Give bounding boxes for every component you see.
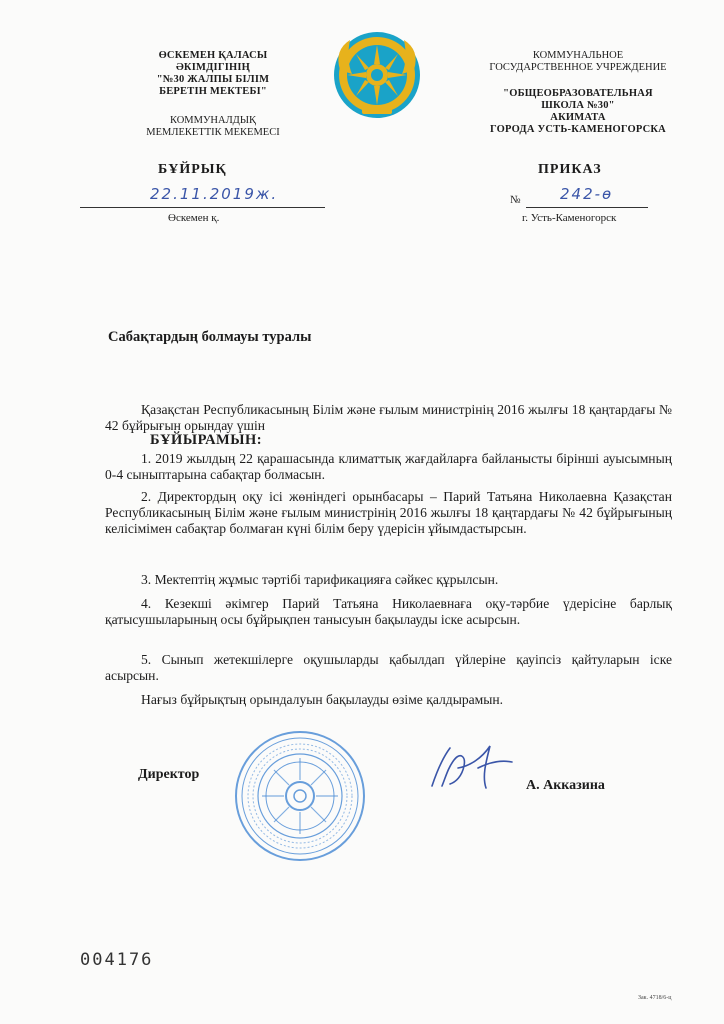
header-right-type bbox=[463, 50, 693, 74]
header-left-line4: БЕРЕТІН МЕКТЕБІ" bbox=[159, 86, 267, 97]
preamble: Қазақстан Республикасының Білім және ғылым министрінің 2016 жылғы 18 қаңтардағы № 42 бұйрығын орындау үшін bbox=[105, 402, 672, 433]
signature-scribble-icon bbox=[420, 738, 520, 798]
state-emblem bbox=[332, 30, 422, 120]
header-right-line1: КОММУНАЛЬНОЕ bbox=[532, 50, 624, 61]
header-left-line1: ӨСКЕМЕН ҚАЛАСЫ bbox=[158, 50, 268, 61]
header-left-line5: КОММУНАЛДЫҚ bbox=[169, 115, 257, 126]
order-title-ru: ПРИКАЗ bbox=[538, 162, 602, 177]
header-right-line5: АКИМАТА bbox=[550, 112, 606, 123]
order-item-2: 2. Директордың оқу ісі жөніндегі орынбасары – Парий Татьяна Николаевна Қазақстан Республикасының Білім және ғылым министрінің 2016 жылғы 18 қаңтардағы № 42 бұйрығының келісімімен сабақтар болмаған күні білім беру үдерісін ұйымдастырсын. bbox=[105, 489, 672, 536]
header-left-line6: МЕМЛЕКЕТТІК МЕКЕМЕСІ bbox=[146, 127, 280, 138]
order-date: 22.11.2019ж. bbox=[150, 185, 279, 203]
city-kz: Өскемен қ. bbox=[168, 212, 220, 224]
header-right-line4: ШКОЛА №30" bbox=[541, 100, 615, 111]
footer-note: Зак. 4718/6-ц bbox=[638, 995, 672, 1001]
emblem-icon bbox=[332, 30, 422, 120]
handwritten-signature bbox=[420, 738, 520, 798]
order-subject: Сабақтардың болмауы туралы bbox=[108, 329, 312, 345]
serial-number: 004176 bbox=[80, 950, 154, 970]
header-right-line6: ГОРОДА УСТЬ-КАМЕНОГОРСКА bbox=[490, 124, 666, 135]
date-line bbox=[80, 207, 325, 208]
official-stamp bbox=[232, 728, 368, 864]
order-item-5: 5. Сынып жетекшілерге оқушыларды қабылдап үйлеріне қауіпсіз қайтуларын іске асырсын. bbox=[105, 652, 672, 683]
order-number: 242-ө bbox=[560, 185, 614, 203]
order-number-prefix: № bbox=[510, 194, 521, 206]
header-right-line3: "ОБЩЕОБРАЗОВАТЕЛЬНАЯ bbox=[503, 88, 653, 99]
order-item-1: 1. 2019 жылдың 22 қарашасында климаттық жағдайларға байланысты бірінші ауысымның 0-4 сыныптарына сабақтар болмасын. bbox=[105, 451, 672, 482]
header-left-line2: ӘКІМДІГІНІҢ bbox=[175, 62, 251, 73]
signatory-name: А. Акказина bbox=[526, 778, 605, 793]
command-word: БҰЙЫРАМЫН: bbox=[150, 432, 263, 448]
stamp-seal-icon bbox=[232, 728, 368, 864]
header-right-org bbox=[463, 88, 693, 136]
order-item-4: 4. Кезекші әкімгер Парий Татьяна Николаевнаға оқу-тәрбие үдерісіне барлық қатысушыларының осы бұйрықпен танысуын бақылауды іске асырсын. bbox=[105, 596, 672, 627]
header-left-org bbox=[118, 50, 308, 98]
closing-text: Нағыз бұйрықтың орындалуын бақылауды өзіме қалдырамын. bbox=[141, 692, 504, 707]
header-right-line2: ГОСУДАРСТВЕННОЕ УЧРЕЖДЕНИЕ bbox=[489, 62, 667, 73]
header-left-type bbox=[108, 115, 318, 139]
city-ru: г. Усть-Каменогорск bbox=[522, 212, 617, 224]
order-item-3: 3. Мектептің жұмыс тәртібі тарификацияға сәйкес құрылсын. bbox=[141, 572, 499, 587]
signatory-position: Директор bbox=[138, 767, 200, 782]
order-title-kz: БҰЙРЫҚ bbox=[158, 162, 227, 177]
number-line bbox=[526, 207, 648, 208]
header-left-line3: "№30 ЖАЛПЫ БІЛІМ bbox=[156, 74, 270, 85]
